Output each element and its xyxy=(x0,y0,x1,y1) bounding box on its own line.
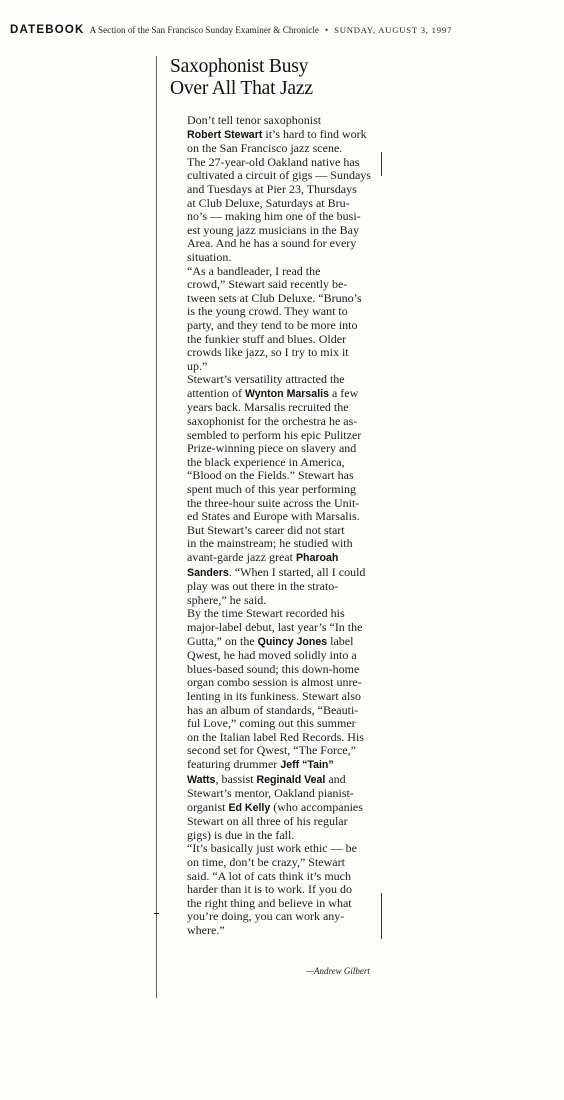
text-line xyxy=(170,566,380,581)
person-name: Watts xyxy=(187,773,216,786)
paragraph-4 xyxy=(170,524,380,608)
text-fragment: Gutta,” on the xyxy=(187,633,258,648)
text-line: crowds like jazz, so I try to mix it xyxy=(187,345,349,360)
text-line: cultivated a circuit of gigs — Sundays xyxy=(187,168,371,183)
text-line: is the young crowd. They want to xyxy=(187,304,348,319)
text-line xyxy=(170,635,380,650)
text-line: you’re doing, you can work any- xyxy=(187,909,345,924)
text-fragment: attention of xyxy=(187,385,245,400)
text-line: “Blood on the Fields.” Stewart has xyxy=(187,468,354,483)
text-line xyxy=(170,387,380,402)
text-line: major-label debut, last year’s “In the xyxy=(187,619,363,634)
text-line: Don’t tell tenor saxophonist xyxy=(187,113,322,127)
text-line: has an album of standards, “Beauti- xyxy=(187,702,359,717)
person-name: Wynton Marsalis xyxy=(244,387,329,400)
text-fragment: featuring drummer xyxy=(187,756,281,771)
text-line: The 27-year-old Oakland native has xyxy=(187,154,360,169)
text-line: the black experience in America, xyxy=(187,454,345,469)
text-line: second set for Qwest, “The Force,” xyxy=(187,743,356,758)
publication-date: SUNDAY, AUGUST 3, 1997 xyxy=(334,25,453,35)
text-line: spent much of this year performing xyxy=(187,482,356,497)
text-line: the three-hour suite across the Unit- xyxy=(187,495,360,510)
text-line: But Stewart’s career did not start xyxy=(187,522,345,537)
text-line: years back. Marsalis recruited the xyxy=(187,400,349,415)
headline-line-2: Over All That Jazz xyxy=(170,78,313,99)
text-fragment: and xyxy=(325,771,346,786)
margin-tick-mark xyxy=(154,913,159,914)
person-name: Pharoah xyxy=(295,552,339,564)
text-line xyxy=(170,801,380,816)
text-line: Prize-winning piece on slavery and xyxy=(187,441,357,456)
text-line: the right thing and believe in what xyxy=(187,895,352,910)
text-fragment: . “When I started, all I could xyxy=(228,564,366,579)
text-line: Stewart’s mentor, Oakland pianist- xyxy=(187,786,354,801)
text-fragment: organist xyxy=(187,799,229,814)
paragraph-5 xyxy=(170,607,380,842)
article-headline xyxy=(170,56,390,100)
text-line: blues-based sound; this down-home xyxy=(187,661,360,676)
text-line: play was out there in the strato- xyxy=(187,579,339,594)
text-line xyxy=(170,758,380,773)
text-line: sphere,” he said. xyxy=(187,592,267,607)
column-rule-right-bottom xyxy=(381,893,382,939)
text-line: est young jazz musicians in the Bay xyxy=(187,222,359,237)
text-fragment: avant-garde jazz great xyxy=(187,550,296,564)
text-line: ful Love,” coming out this summer xyxy=(187,716,356,731)
text-line: Area. And he has a sound for every xyxy=(187,236,357,251)
text-line: saxophonist for the orchestra he as- xyxy=(187,414,358,429)
text-line: By the time Stewart recorded his xyxy=(187,606,345,621)
text-line: party, and they tend to be more into xyxy=(187,317,358,332)
headline-line-1: Saxophonist Busy xyxy=(170,56,309,77)
person-name: Ed Kelly xyxy=(228,801,271,814)
text-line: “As a bandleader, I read the xyxy=(187,263,321,278)
person-name: Quincy Jones xyxy=(257,635,328,648)
text-line: Stewart on all three of his regular xyxy=(187,814,348,829)
text-line: lenting in its funkiness. Stewart also xyxy=(187,688,361,703)
text-line: where.” xyxy=(187,923,225,938)
text-line: in the mainstream; he studied with xyxy=(187,536,353,551)
text-line xyxy=(170,551,380,566)
text-line: gigs) is due in the fall. xyxy=(187,827,295,842)
section-description: A Section of the San Francisco Sunday Examiner & Chronicle xyxy=(89,25,319,35)
paragraph-3 xyxy=(170,373,380,524)
paragraph-1 xyxy=(170,114,380,265)
text-line: at Club Deluxe, Saturdays at Bru- xyxy=(187,195,350,210)
text-line: situation. xyxy=(187,249,232,264)
text-line: crowd,” Stewart said recently be- xyxy=(187,277,348,292)
text-line: no’s — making him one of the busi- xyxy=(187,209,361,224)
text-line: tween sets at Club Deluxe. “Bruno’s xyxy=(187,290,362,305)
byline: —Andrew Gilbert xyxy=(306,966,370,976)
text-line: organ combo session is almost unre- xyxy=(187,675,362,690)
paragraph-6 xyxy=(170,842,380,937)
text-line: Stewart’s versatility attracted the xyxy=(187,372,345,387)
text-line: and Tuesdays at Pier 23, Thursdays xyxy=(187,181,357,196)
person-name: Sanders xyxy=(187,566,229,579)
text-line: up.” xyxy=(187,358,208,373)
text-line: ed States and Europe with Marsalis. xyxy=(187,509,360,524)
text-line: said. “A lot of cats think it’s much xyxy=(187,868,351,883)
text-line: on the Italian label Red Records. His xyxy=(187,729,364,744)
text-fragment: it’s hard to find work xyxy=(262,126,367,141)
column-rule-left xyxy=(156,56,157,998)
text-fragment: (who accompanies xyxy=(270,799,363,814)
header-separator: • xyxy=(324,25,329,35)
paragraph-2 xyxy=(170,265,380,374)
text-line: on time, don’t be crazy,” Stewart xyxy=(187,855,345,870)
column-rule-right-top xyxy=(381,152,382,176)
person-name: Robert Stewart xyxy=(187,128,263,141)
text-line: the funkier stuff and blues. Older xyxy=(187,331,347,346)
article-body xyxy=(170,114,380,938)
section-name: DATEBOOK xyxy=(10,24,85,36)
text-fragment: label xyxy=(327,633,354,648)
section-header xyxy=(10,24,550,42)
text-fragment: a few xyxy=(328,385,359,400)
text-line: “It’s basically just work ethic — be xyxy=(187,841,357,856)
text-line xyxy=(170,128,380,143)
person-name: Reginald Veal xyxy=(256,773,326,786)
text-line: Qwest, he had moved solidly into a xyxy=(187,648,357,663)
text-line: on the San Francisco jazz scene. xyxy=(187,141,343,156)
text-line: sembled to perform his epic Pulitzer xyxy=(187,427,362,442)
person-name: Jeff “Tain” xyxy=(280,758,334,771)
text-fragment: , bassist xyxy=(215,771,257,786)
text-line: harder than it is to work. If you do xyxy=(187,882,352,897)
text-line xyxy=(170,773,380,788)
